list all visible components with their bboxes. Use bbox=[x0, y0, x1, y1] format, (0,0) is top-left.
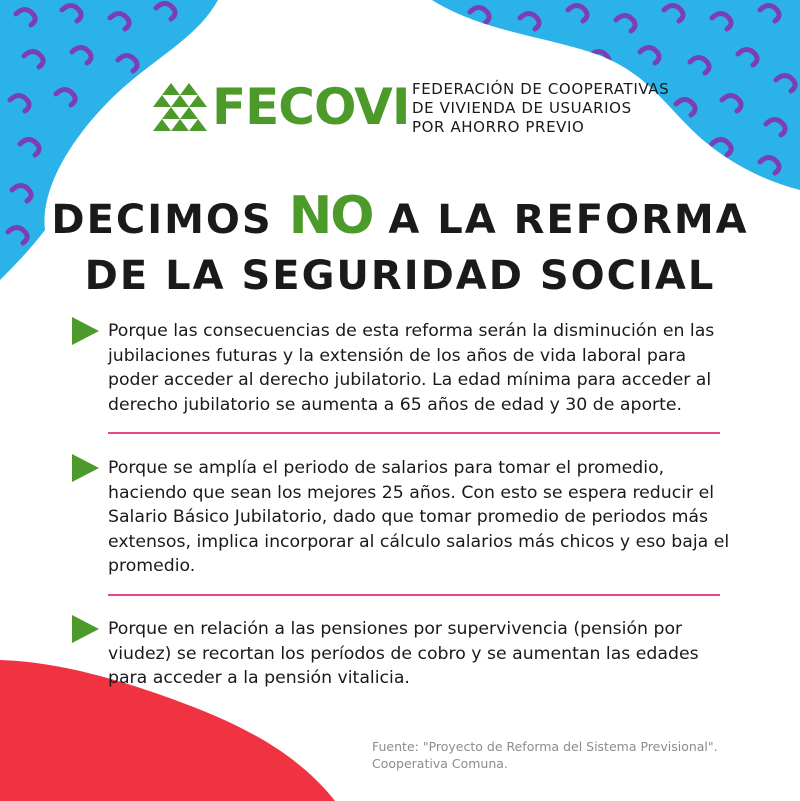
tagline-line: DE VIVIENDA DE USUARIOS bbox=[412, 99, 632, 117]
headline-before: DECIMOS bbox=[51, 197, 273, 243]
point-text: Porque las consecuencias de esta reforma serán la disminución en las jubilaciones futuras y la extensión de los años de vida laboral para poder acceder al derecho jubilatorio. La edad mínima para acceder al derecho jubilatorio se aumenta a 65 años de edad y 30 de aporte. bbox=[108, 321, 715, 415]
play-arrow-icon bbox=[70, 453, 100, 483]
point-item bbox=[70, 456, 730, 579]
source-line: Fuente: "Proyecto de Reforma del Sistema Previsional". bbox=[372, 739, 718, 754]
headline-emphasis-no: NO bbox=[288, 186, 373, 246]
logo-tagline bbox=[412, 80, 669, 137]
source-line: Cooperativa Comuna. bbox=[372, 756, 508, 771]
headline-line-2: DE LA SEGURIDAD SOCIAL bbox=[84, 253, 716, 299]
point-text: Porque en relación a las pensiones por supervivencia (pensión por viudez) se recortan los períodos de cobro y se aumentan las edades para acceder a la pensión vitalicia. bbox=[108, 619, 699, 688]
headline-after: A LA REFORMA bbox=[388, 197, 749, 243]
point-item bbox=[70, 617, 730, 691]
point-text: Porque se amplía el periodo de salarios para tomar el promedio, haciendo que sean los mejores 25 años. Con esto se espera reducir el Salario Básico Jubilatorio, dado que tomar promedio de periodos más extensos, implica incorporar al cálculo salarios más chicos y eso baja el promedio. bbox=[108, 458, 730, 576]
tagline-line: POR AHORRO PREVIO bbox=[412, 118, 585, 136]
tagline-line: FEDERACIÓN DE COOPERATIVAS bbox=[412, 80, 670, 98]
fecovi-logo bbox=[152, 78, 409, 136]
point-item bbox=[70, 319, 730, 417]
logo-wordmark: FECOVI bbox=[212, 78, 410, 136]
play-arrow-icon bbox=[70, 614, 100, 644]
play-arrow-icon bbox=[70, 316, 100, 346]
source-citation bbox=[372, 738, 718, 772]
headline-line-1 bbox=[0, 188, 800, 248]
divider bbox=[108, 432, 720, 434]
fecovi-triangles-logo-icon bbox=[152, 83, 208, 131]
divider bbox=[108, 594, 720, 596]
headline bbox=[0, 188, 800, 304]
